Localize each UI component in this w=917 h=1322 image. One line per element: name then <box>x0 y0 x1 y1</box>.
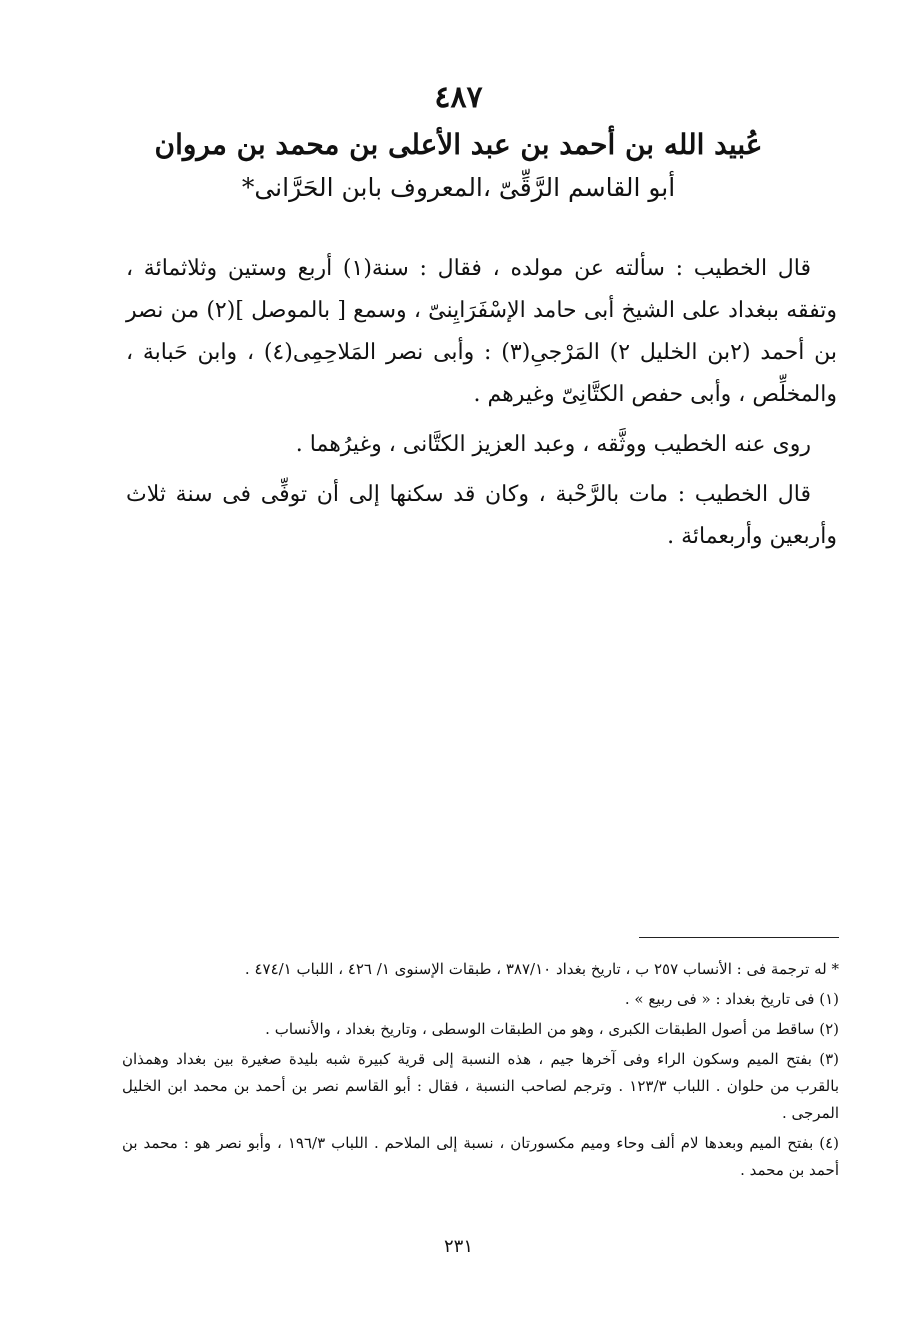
footnote: (١) فى تاريخ بغداد : « فى ربيع » . <box>624 990 839 1008</box>
footnote: (٢) ساقط من أصول الطبقات الكبرى ، وهو من الطبقات الوسطى ، وتاريخ بغداد ، والأنساب . <box>265 1020 839 1038</box>
paragraph: قال الخطيب : مات بالرَّحْبة ، وكان قد سكنها إلى أن توفِّى فى سنة ثلاث وأربعين وأربعمائة . <box>126 482 837 549</box>
paragraph: روى عنه الخطيب ووثَّقه ، وعبد العزيز الكتَّانى ، وغيرُهما . <box>295 432 811 457</box>
paragraph: قال الخطيب : سألته عن مولده ، فقال : سنة(١) أربع وستين وثلاثمائة ، وتفقه ببغداد على الشيخ أبى حامد الإسْفَرَايِنىّ ، وسمع [ بالموصل ](٢) من نصر بن أحمد (٢بن الخليل ٢) المَرْجىِ(٣) : وأبى نصر المَلاحِمِى(٤) ، وابن حَبابة ، والمخلِّص ، وأبى حفص الكتَّانِىّ وغيرهم . <box>126 256 837 407</box>
main-text <box>126 248 837 566</box>
entry-title: عُبيد الله بن أحمد بن عبد الأعلى بن محمد بن مروان <box>154 128 763 161</box>
entry-subtitle: أبو القاسم الرَّقِّىّ ،المعروف بابن الحَرَّانى* <box>241 173 676 202</box>
footnote: (٤) بفتح الميم وبعدها لام ألف وحاء وميم مكسورتان ، نسبة إلى الملاحم . اللباب ١٩٦/٣ ، وأبو نصر هو : محمد بن أحمد بن محمد . <box>122 1134 839 1179</box>
footnote: (٣) بفتح الميم وسكون الراء وفى آخرها جيم ، هذه النسبة إلى قرية كبيرة شبه بليدة صغيرة بين بغداد وهمذان بالقرب من حلوان . اللباب ١٢٣/٣ . وترجم لصاحب النسبة ، فقال : أبو القاسم نصر بن أحمد بن محمد ابن الخليل المرجى . <box>122 1050 839 1122</box>
footnote: * له ترجمة فى : الأنساب ٢٥٧ ب ، تاريخ بغداد ٣٨٧/١٠ ، طبقات الإسنوى ١/ ٤٢٦ ، اللباب ٤٧٤/١ . <box>244 960 839 978</box>
footnote-divider <box>639 937 839 938</box>
footnotes <box>122 956 839 1187</box>
page-number: ٢٣١ <box>443 1236 473 1257</box>
entry-number: ٤٨٧ <box>434 80 483 115</box>
